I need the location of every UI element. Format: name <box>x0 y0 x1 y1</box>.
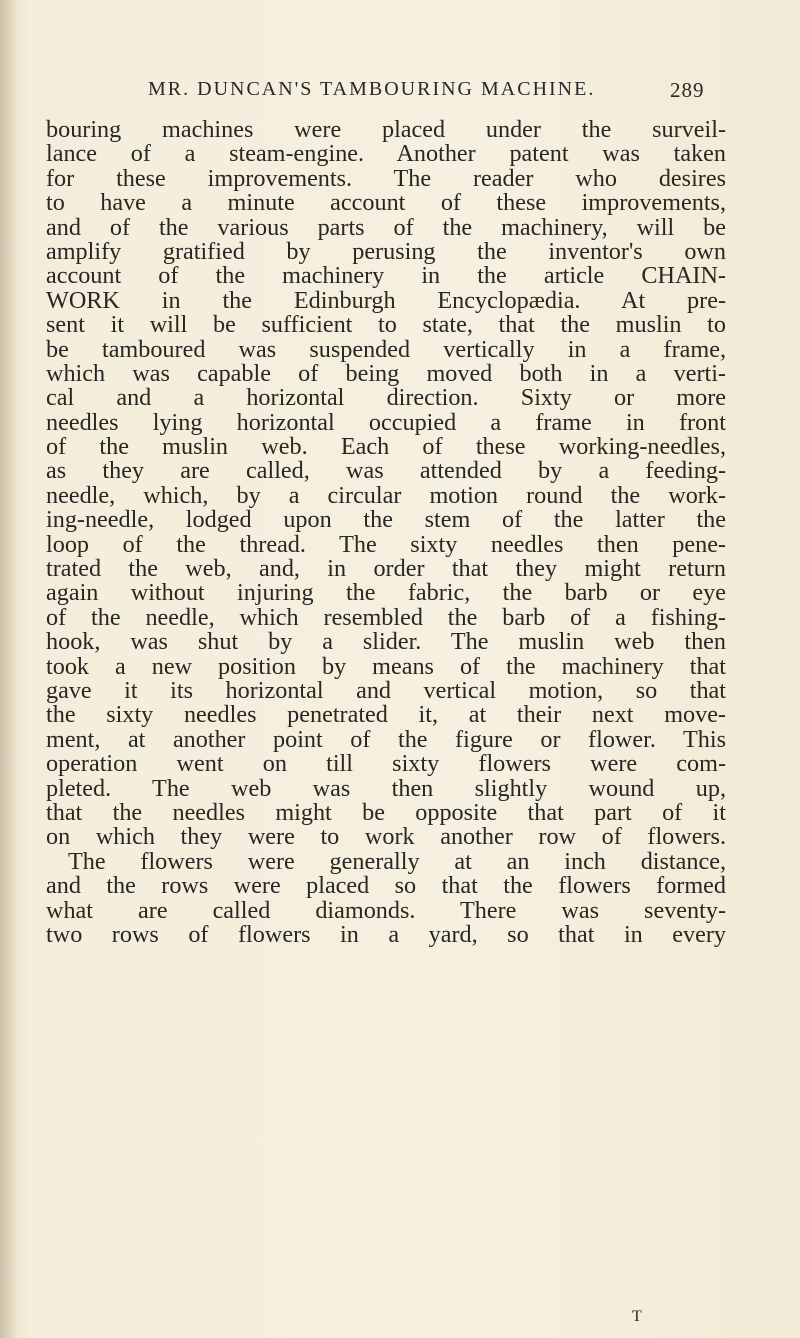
text-line: sent it will be sufficient to state, that the muslin to <box>46 311 726 339</box>
signature-mark: T <box>632 1308 642 1325</box>
text-line: which was capable of being moved both in a verti- <box>46 359 726 387</box>
text-line: and the rows were placed so that the flowers formed <box>46 872 726 900</box>
text-line: again without injuring the fabric, the barb or eye <box>46 579 726 607</box>
text-line: loop of the thread. The sixty needles then pene- <box>46 530 726 558</box>
text-line: pleted. The web was then slightly wound up, <box>46 774 726 802</box>
text-line: bouring machines were placed under the surveil- <box>46 116 726 143</box>
text-line: took a new position by means of the machinery that <box>46 652 726 680</box>
running-title: MR. DUNCAN'S TAMBOURING MACHINE. <box>148 78 596 100</box>
text-line: ing-needle, lodged upon the stem of the latter the <box>46 506 726 534</box>
text-line: two rows of flowers in a yard, so that in every <box>46 920 726 948</box>
text-line: the sixty needles penetrated it, at their next move- <box>46 701 726 729</box>
page-number: 289 <box>670 78 705 102</box>
text-line: account of the machinery in the article CHAIN- <box>46 262 726 290</box>
text-line: cal and a horizontal direction. Sixty or more <box>46 384 726 412</box>
binding-shadow <box>0 0 18 1338</box>
text-line: ment, at another point of the figure or flower. This <box>46 725 726 753</box>
text-line: for these improvements. The reader who desires <box>46 164 726 192</box>
text-line: amplify gratified by perusing the inventor's own <box>46 237 726 265</box>
text-line: operation went on till sixty flowers were com- <box>46 750 726 778</box>
body-text <box>46 118 726 947</box>
text-line: to have a minute account of these improvements, <box>46 189 726 217</box>
text-line: hook, was shut by a slider. The muslin web then <box>46 628 726 656</box>
paragraph-start-line: The flowers were generally at an inch distance, <box>68 847 726 875</box>
text-line: of the needle, which resembled the barb of a fishing- <box>46 603 726 631</box>
text-line: trated the web, and, in order that they might return <box>46 555 726 583</box>
text-line: as they are called, was attended by a feeding- <box>46 457 726 485</box>
text-line: needles lying horizontal occupied a frame in front <box>46 408 726 436</box>
text-line: that the needles might be opposite that part of it <box>46 798 726 826</box>
text-line: needle, which, by a circular motion round the work- <box>46 481 726 509</box>
text-line: on which they were to work another row of flowers. <box>46 823 726 851</box>
text-line: lance of a steam-engine. Another patent was taken <box>46 140 726 168</box>
text-line: WORK in the Edinburgh Encyclopædia. At pre- <box>46 286 726 314</box>
text-line: and of the various parts of the machinery, will be <box>46 213 726 241</box>
text-line: gave it its horizontal and vertical motion, so that <box>46 676 726 704</box>
text-line: what are called diamonds. There was seventy- <box>46 896 726 924</box>
running-head <box>0 78 800 108</box>
text-line: of the muslin web. Each of these working-needles, <box>46 433 726 461</box>
text-line: be tamboured was suspended vertically in a frame, <box>46 335 726 363</box>
